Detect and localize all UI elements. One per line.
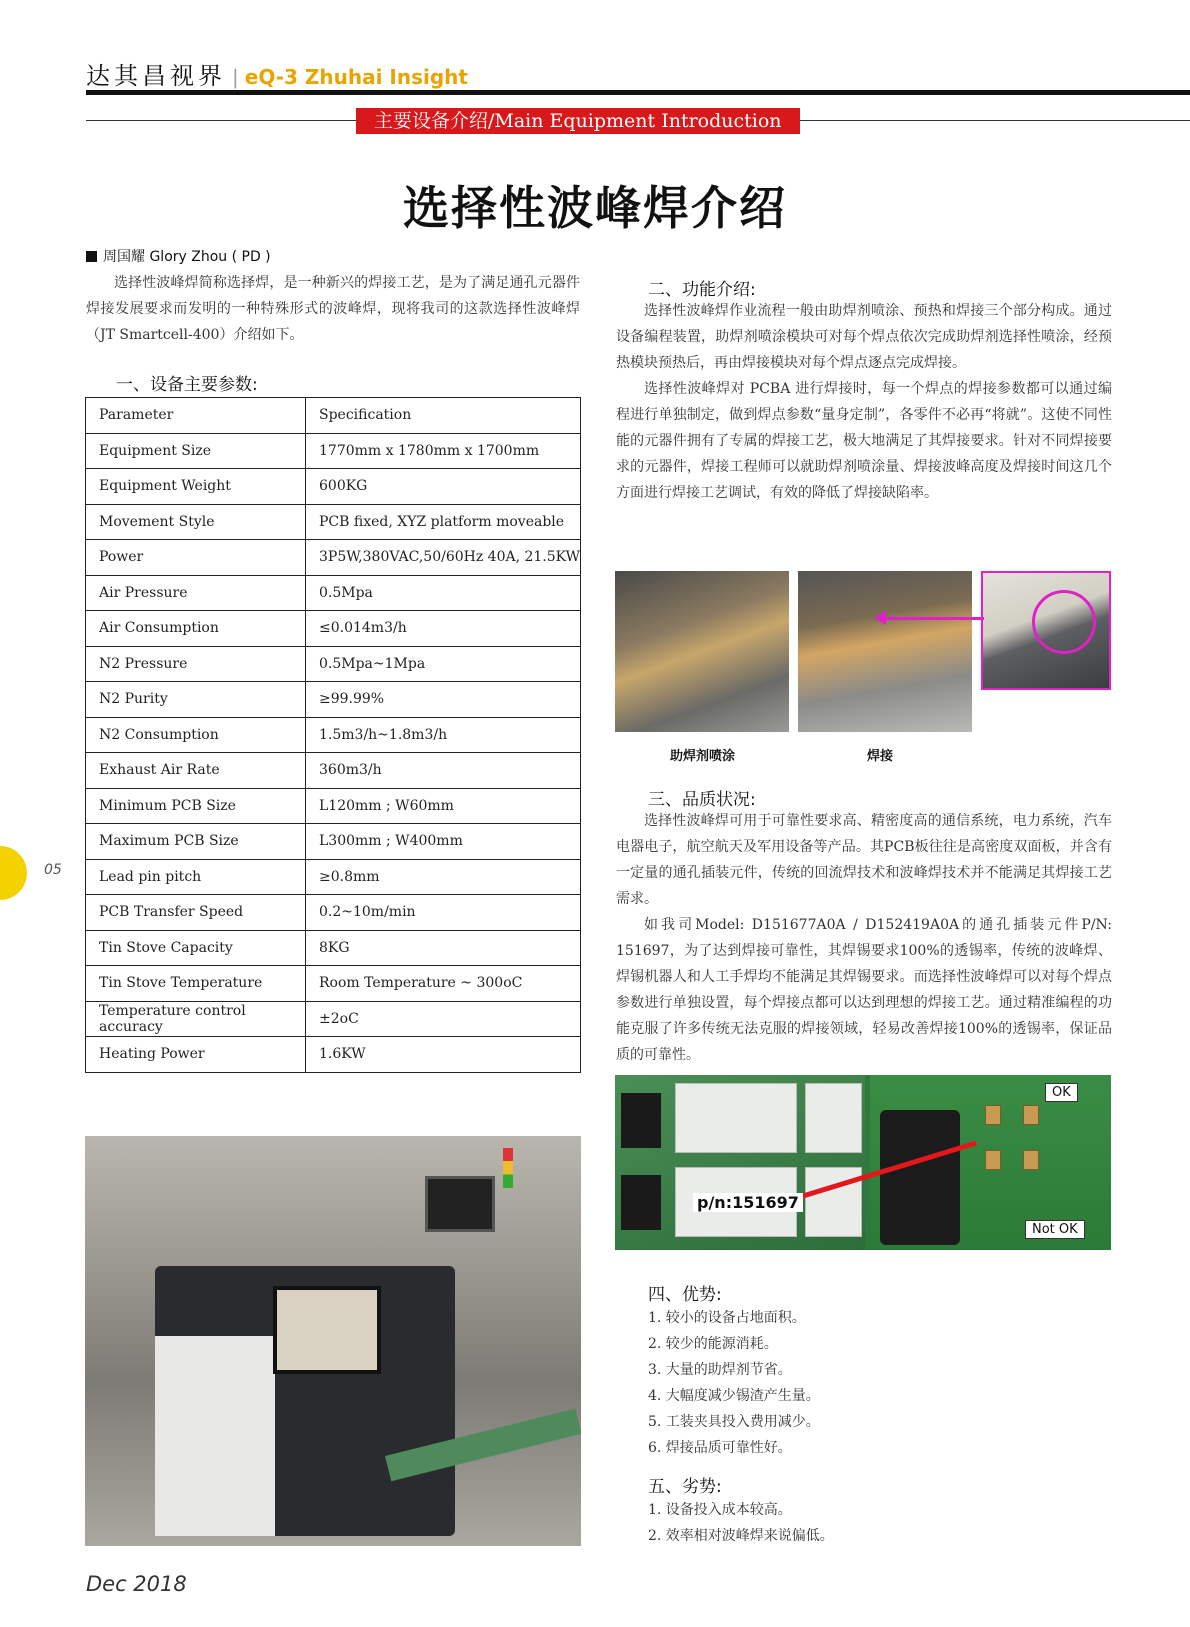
spec-cell: ±2oC <box>306 1001 581 1037</box>
table-row <box>86 469 581 505</box>
list-item: 3. 大量的助焊剂节省。 <box>648 1362 792 1378</box>
list-item: 2. 效率相对波峰焊来说偏低。 <box>648 1528 834 1544</box>
list-item: 1. 较小的设备占地面积。 <box>648 1310 806 1326</box>
table-header-row <box>86 398 581 434</box>
spec-cell: 1.5m3/h~1.8m3/h <box>306 717 581 753</box>
solder-pad <box>985 1105 1001 1125</box>
article-title: 选择性波峰焊介绍 <box>403 181 787 235</box>
section3-paragraph-1: 选择性波峰焊可用于可靠性要求高、精密度高的通信系统，电力系统，汽车电器电子，航空航天及军用设备等产品。其PCB板往往是高密度双面板，并含有一定量的通孔插装元件，传统的回流焊技术和波峰焊技术并不能满足其焊接工艺需求。 <box>616 813 1112 907</box>
ok-label: OK <box>1045 1083 1078 1102</box>
param-cell: Tin Stove Temperature <box>86 966 306 1002</box>
spec-cell: 1.6KW <box>306 1037 581 1073</box>
spec-cell: 3P5W,380VAC,50/60Hz 40A, 21.5KW <box>306 540 581 576</box>
spec-cell: 360m3/h <box>306 753 581 789</box>
section2-paragraph-1: 选择性波峰焊作业流程一般由助焊剂喷涂、预热和焊接三个部分构成。通过设备编程装置，助焊剂喷涂模块可对每个焊点依次完成助焊剂选择性喷涂，经预热模块预热后，再由焊接模块对每个焊点逐点完成焊接。 <box>616 303 1112 371</box>
solder-pad <box>985 1150 1001 1170</box>
param-cell: Exhaust Air Rate <box>86 753 306 789</box>
table-row <box>86 753 581 789</box>
spec-cell: 0.5Mpa~1Mpa <box>306 646 581 682</box>
intro-paragraph: 选择性波峰焊简称选择焊，是一种新兴的焊接工艺，是为了满足通孔元器件焊接发展要求而发明的一种特殊形式的波峰焊，现将我司的这款选择性波峰焊（JT Smartcell-400）介绍如下。 <box>86 275 580 343</box>
issue-date: Dec 2018 <box>86 1572 187 1596</box>
table-row <box>86 966 581 1002</box>
param-cell: N2 Consumption <box>86 717 306 753</box>
table-row <box>86 895 581 931</box>
param-cell: Temperature control accuracy <box>86 1001 306 1037</box>
spec-cell: ≥0.8mm <box>306 859 581 895</box>
param-cell: N2 Pressure <box>86 646 306 682</box>
section2-body <box>616 298 1112 506</box>
spec-cell: PCB fixed, XYZ platform moveable <box>306 504 581 540</box>
section1-heading: 一、设备主要参数: <box>116 375 258 395</box>
author-name: 周国耀 Glory Zhou ( PD ) <box>103 249 271 265</box>
spec-table <box>85 397 581 1073</box>
caption-flux-spray: 助焊剂喷涂 <box>670 749 736 764</box>
param-cell: N2 Purity <box>86 682 306 718</box>
param-cell: PCB Transfer Speed <box>86 895 306 931</box>
highlight-circle <box>1032 590 1096 654</box>
spec-cell: ≥99.99% <box>306 682 581 718</box>
spec-cell: L300mm ; W400mm <box>306 824 581 860</box>
table-row <box>86 504 581 540</box>
param-cell: Maximum PCB Size <box>86 824 306 860</box>
spec-cell: ≤0.014m3/h <box>306 611 581 647</box>
masthead <box>86 56 468 91</box>
spec-cell: 0.5Mpa <box>306 575 581 611</box>
brand-en: eQ-3 Zhuhai Insight <box>244 65 468 89</box>
param-cell: Equipment Weight <box>86 469 306 505</box>
table-row <box>86 646 581 682</box>
page-marker <box>0 846 27 900</box>
solder-pad <box>1023 1150 1039 1170</box>
spec-cell: Room Temperature ~ 300oC <box>306 966 581 1002</box>
spec-cell: 0.2~10m/min <box>306 895 581 931</box>
table-row <box>86 824 581 860</box>
list-item: 4. 大幅度减少锡渣产生量。 <box>648 1388 820 1404</box>
section2-paragraph-2: 选择性波峰焊对 PCBA 进行焊接时，每一个焊点的焊接参数都可以通过编程进行单独制定，做到焊点参数“量身定制”，各零件不必再“将就”。这使不同性能的元器件拥有了专属的焊接工艺，极大地满足了其焊接要求。针对不同焊接要求的元器件，焊接工程师可以就助焊剂喷涂量、焊接波峰高度及焊接时间这几个方面进行焊接工艺调试，有效的降低了焊接缺陷率。 <box>616 381 1112 501</box>
relay <box>675 1083 797 1153</box>
section4-heading: 四、优势: <box>648 1285 722 1305</box>
param-cell: Minimum PCB Size <box>86 788 306 824</box>
table-row <box>86 682 581 718</box>
table-row <box>86 788 581 824</box>
page-number: 05 <box>44 862 62 878</box>
connector <box>621 1093 661 1148</box>
flux-spray-photo <box>615 571 789 732</box>
section2-heading: 二、功能介绍: <box>648 280 756 300</box>
param-cell: Movement Style <box>86 504 306 540</box>
connector <box>621 1175 661 1230</box>
section3-body <box>616 808 1112 1068</box>
table-row <box>86 859 581 895</box>
header-rule <box>86 90 1190 95</box>
table-row <box>86 1001 581 1037</box>
solder-pads <box>985 1100 1055 1220</box>
spec-cell: 600KG <box>306 469 581 505</box>
spec-cell: 8KG <box>306 930 581 966</box>
section3-paragraph-2: 如我司Model: D151677A0A / D152419A0A的通孔插装元件P/N: 151697，为了达到焊接可靠性，其焊锡要求100%的透锡率，传统的波峰焊、焊锡机器人和人工手焊均不能满足其焊锡要求。而选择性波峰焊可以对每个焊点参数进行单独设置，每个焊接点都可以达到理想的焊接工艺。通过精准编程的功能克服了许多传统无法克服的焊接领域，轻易改善焊接100%的透锡率，保证品质的可靠性。 <box>616 917 1112 1063</box>
table-row <box>86 540 581 576</box>
solder-pad <box>1023 1105 1039 1125</box>
part-number-label: p/n:151697 <box>693 1193 803 1212</box>
not-ok-label: Not OK <box>1025 1220 1085 1239</box>
spec-cell: 1770mm x 1780mm x 1700mm <box>306 433 581 469</box>
table-row <box>86 930 581 966</box>
pointer-arrow <box>880 617 984 620</box>
table-row <box>86 575 581 611</box>
param-cell: Air Pressure <box>86 575 306 611</box>
pcb-photo <box>615 1075 1111 1250</box>
param-cell: Air Consumption <box>86 611 306 647</box>
table-row <box>86 1037 581 1073</box>
list-item: 5. 工装夹具投入费用减少。 <box>648 1414 820 1430</box>
param-cell: Parameter <box>86 398 306 434</box>
author-line <box>86 246 271 266</box>
section5-heading: 五、劣势: <box>648 1477 722 1497</box>
arrow-head-icon <box>874 611 886 625</box>
signal-lamp <box>503 1148 513 1188</box>
disadvantages-list <box>648 1497 834 1549</box>
connector-block <box>880 1110 960 1245</box>
advantages-list <box>648 1305 820 1461</box>
param-cell: Equipment Size <box>86 433 306 469</box>
table-row <box>86 433 581 469</box>
param-cell: Heating Power <box>86 1037 306 1073</box>
brand-separator: | <box>232 65 239 89</box>
param-cell: Lead pin pitch <box>86 859 306 895</box>
section-banner: 主要设备介绍/Main Equipment Introduction <box>356 108 800 134</box>
list-item: 1. 设备投入成本较高。 <box>648 1502 792 1518</box>
param-cell: Power <box>86 540 306 576</box>
brand-cn: 达其昌视界 <box>86 62 226 90</box>
machine-front-panel <box>155 1336 275 1536</box>
list-item: 6. 焊接品质可靠性好。 <box>648 1440 792 1456</box>
pcb-relay-board <box>615 1075 865 1250</box>
machine-photo <box>85 1136 581 1546</box>
caption-soldering: 焊接 <box>867 749 894 764</box>
table-row <box>86 717 581 753</box>
relay <box>805 1083 862 1153</box>
param-cell: Tin Stove Capacity <box>86 930 306 966</box>
soldering-photo <box>798 571 972 732</box>
spec-cell: L120mm ; W60mm <box>306 788 581 824</box>
list-item: 2. 较少的能源消耗。 <box>648 1336 778 1352</box>
spec-cell: Specification <box>306 398 581 434</box>
section3-heading: 三、品质状况: <box>648 790 756 810</box>
machine-monitor <box>425 1176 495 1232</box>
square-bullet-icon <box>86 251 97 262</box>
table-row <box>86 611 581 647</box>
machine-screen <box>273 1286 381 1374</box>
